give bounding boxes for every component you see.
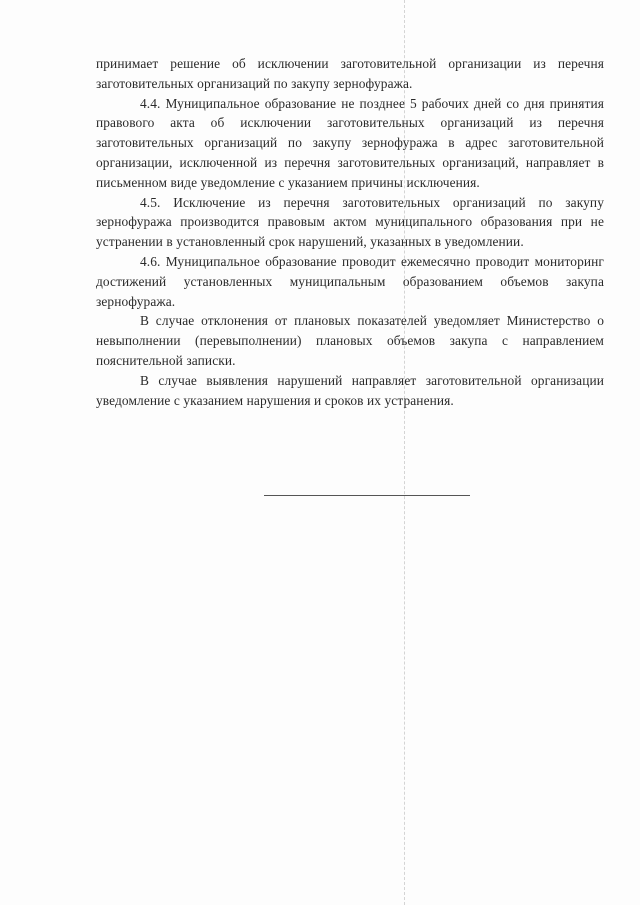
paragraph-continuation: принимает решение об исключении заготовительной организации из перечня заготовительных организаций по закупу зернофуража. [96, 56, 604, 91]
paragraph-4-5: 4.5. Исключение из перечня заготовительных организаций по закупу зернофуража производится правовым актом муниципального образования при не устранении в установленный срок нарушений, указанных в уведомлении. [96, 194, 604, 250]
end-separator-line [264, 495, 470, 496]
paragraph-4-6: 4.6. Муниципальное образование проводит ежемесячно проводит мониторинг достижений установленных муниципальным образованием объемов закупа зернофуража. [96, 253, 604, 309]
paragraph-4-4: 4.4. Муниципальное образование не позднее 5 рабочих дней со дня принятия правового акта об исключении заготовительных организаций из перечня заготовительных организаций по закупу зернофуража в адрес заготовительной организации, исключенной из перечня заготовительных организаций, направляет в письменном виде уведомление с указанием причины исключения. [96, 95, 604, 190]
document-body [96, 54, 604, 410]
paragraph-deviation: В случае отклонения от плановых показателей уведомляет Министерство о невыполнении (перевыполнении) плановых объемов закупа с направлением пояснительной записки. [96, 313, 604, 368]
paragraph-violations: В случае выявления нарушений направляет заготовительной организации уведомление с указанием нарушения и сроков их устранения. [96, 372, 604, 408]
